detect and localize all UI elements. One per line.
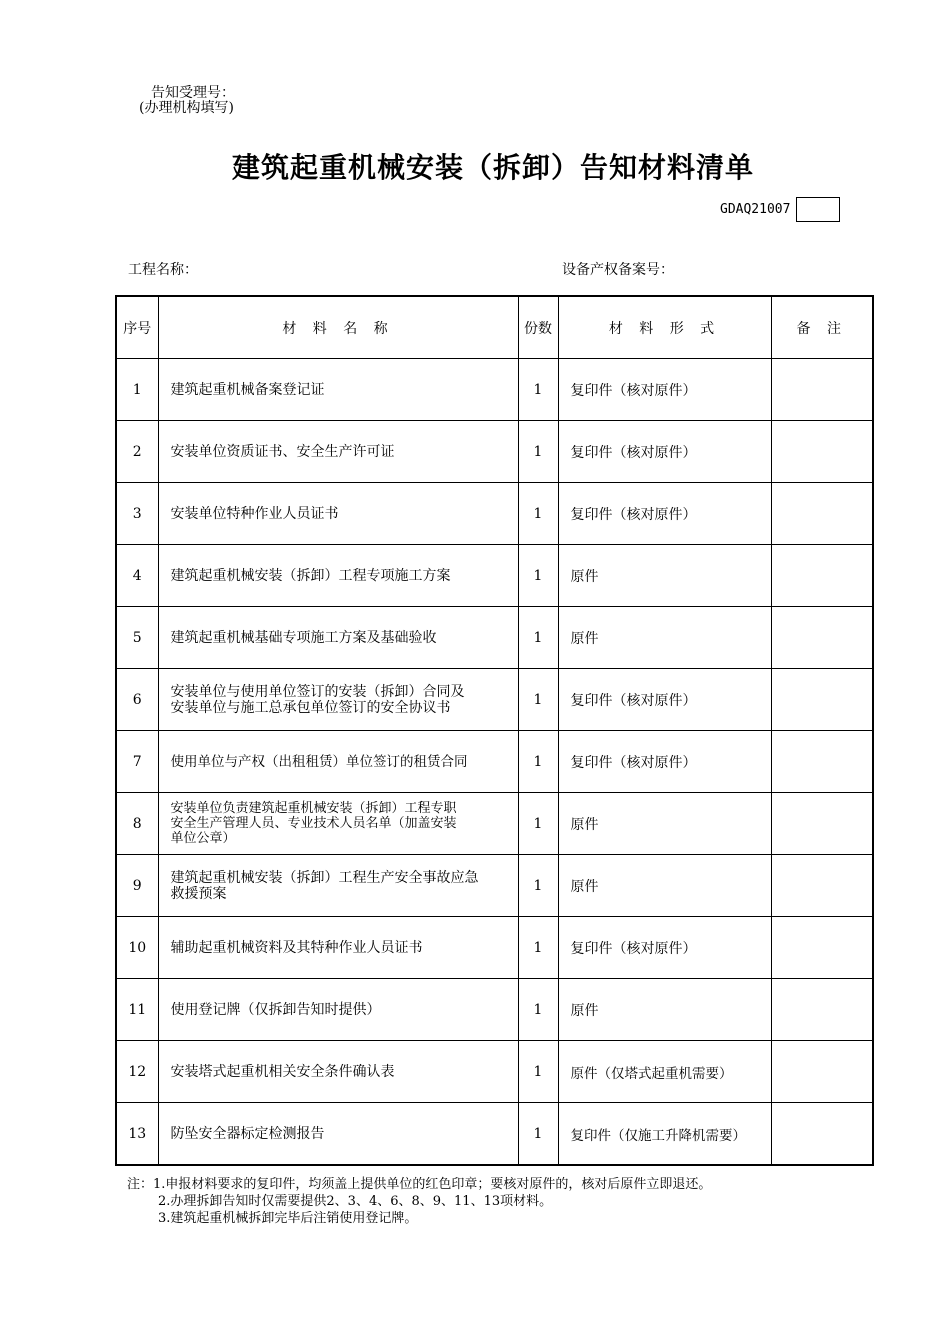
row-name-line: 救援预案 [170,885,227,902]
row-name: 建筑起重机械基础专项施工方案及基础验收 [158,607,518,669]
note-item: 1.申报材料要求的复印件，均须盖上提供单位的红色印章；要核对原件的，核对后原件立即退还。 [153,1177,712,1192]
row-form: 原件 [558,607,771,669]
row-copies: 1 [518,793,558,855]
form-code: GDAQ21007 [720,202,791,217]
row-name: 建筑起重机械备案登记证 [158,359,518,421]
row-name: 使用单位与产权（出租租赁）单位签订的租赁合同 [158,731,518,793]
row-no: 10 [116,917,158,979]
table-row [116,1103,873,1166]
row-copies: 1 [518,483,558,545]
row-note[interactable] [771,669,873,731]
row-copies: 1 [518,1103,558,1166]
table-row [116,669,873,731]
row-note[interactable] [771,545,873,607]
row-note[interactable] [771,731,873,793]
table-row [116,793,873,855]
row-name-line: 安装单位负责建筑起重机械安装（拆卸）工程专职 [170,801,457,816]
row-note[interactable] [771,979,873,1041]
table-row [116,855,873,917]
row-form: 原件 [558,545,771,607]
notice-number-hint: (办理机构填写) [139,100,234,116]
row-name: 安装塔式起重机相关安全条件确认表 [158,1041,518,1103]
row-form: 原件（仅塔式起重机需要） [558,1041,771,1103]
row-name-line: 建筑起重机械安装（拆卸）工程生产安全事故应急 [170,869,479,886]
row-no: 7 [116,731,158,793]
row-form: 原件 [558,793,771,855]
row-form: 复印件（核对原件） [558,731,771,793]
row-form: 复印件（核对原件） [558,917,771,979]
row-copies: 1 [518,359,558,421]
note-item: 2.办理拆卸告知时仅需要提供2、3、4、6、8、9、11、13项材料。 [158,1194,553,1209]
row-name [158,855,518,917]
table-row [116,607,873,669]
table-row [116,731,873,793]
row-note[interactable] [771,855,873,917]
notes-label: 注： [127,1177,154,1192]
equipment-record-label: 设备产权备案号： [562,262,674,278]
materials-table [115,295,874,1166]
table-row [116,1041,873,1103]
form-code-box[interactable] [796,197,840,222]
row-name: 辅助起重机械资料及其特种作业人员证书 [158,917,518,979]
notice-number-label: 告知受理号： [151,85,235,101]
row-form: 原件 [558,855,771,917]
table-row [116,545,873,607]
row-note[interactable] [771,793,873,855]
row-name [158,669,518,731]
row-copies: 1 [518,421,558,483]
row-copies: 1 [518,545,558,607]
row-copies: 1 [518,855,558,917]
table-row [116,979,873,1041]
column-header-name: 材 料 名 称 [158,296,518,359]
row-name-line: 安全生产管理人员、专业技术人员名单（加盖安装 [170,816,457,831]
row-no: 9 [116,855,158,917]
row-name: 建筑起重机械安装（拆卸）工程专项施工方案 [158,545,518,607]
row-no: 4 [116,545,158,607]
table-row [116,421,873,483]
row-copies: 1 [518,731,558,793]
row-name-line: 单位公章） [170,831,236,846]
column-header-note: 备 注 [771,296,873,359]
row-no: 12 [116,1041,158,1103]
row-note[interactable] [771,421,873,483]
row-form: 复印件（核对原件） [558,421,771,483]
row-form: 复印件（核对原件） [558,483,771,545]
row-form: 复印件（核对原件） [558,669,771,731]
note-item: 3.建筑起重机械拆卸完毕后注销使用登记牌。 [158,1211,418,1226]
row-no: 5 [116,607,158,669]
row-form: 复印件（仅施工升降机需要） [558,1103,771,1166]
row-form: 原件 [558,979,771,1041]
column-header-no: 序号 [116,296,158,359]
row-no: 1 [116,359,158,421]
row-no: 2 [116,421,158,483]
row-note[interactable] [771,1103,873,1166]
notes [127,1176,711,1227]
project-name-label: 工程名称： [128,262,198,278]
row-note[interactable] [771,483,873,545]
row-no: 6 [116,669,158,731]
row-note[interactable] [771,1041,873,1103]
column-header-form: 材 料 形 式 [558,296,771,359]
row-name: 安装单位资质证书、安全生产许可证 [158,421,518,483]
row-note[interactable] [771,607,873,669]
row-name-line: 安装单位与使用单位签订的安装（拆卸）合同及 [170,683,465,700]
row-name [158,793,518,855]
row-copies: 1 [518,1041,558,1103]
row-note[interactable] [771,917,873,979]
row-no: 11 [116,979,158,1041]
row-copies: 1 [518,917,558,979]
table-row [116,359,873,421]
row-no: 13 [116,1103,158,1166]
row-name: 使用登记牌（仅拆卸告知时提供） [158,979,518,1041]
row-form: 复印件（核对原件） [558,359,771,421]
row-note[interactable] [771,359,873,421]
row-no: 3 [116,483,158,545]
column-header-copies: 份数 [518,296,558,359]
page-title: 建筑起重机械安装（拆卸）告知材料清单 [231,151,754,184]
table-row [116,483,873,545]
row-copies: 1 [518,979,558,1041]
row-name-line: 安装单位与施工总承包单位签订的安全协议书 [170,699,451,716]
row-name: 安装单位特种作业人员证书 [158,483,518,545]
row-name: 防坠安全器标定检测报告 [158,1103,518,1166]
row-copies: 1 [518,607,558,669]
table-header-row [116,296,873,359]
table-row [116,917,873,979]
row-no: 8 [116,793,158,855]
row-copies: 1 [518,669,558,731]
